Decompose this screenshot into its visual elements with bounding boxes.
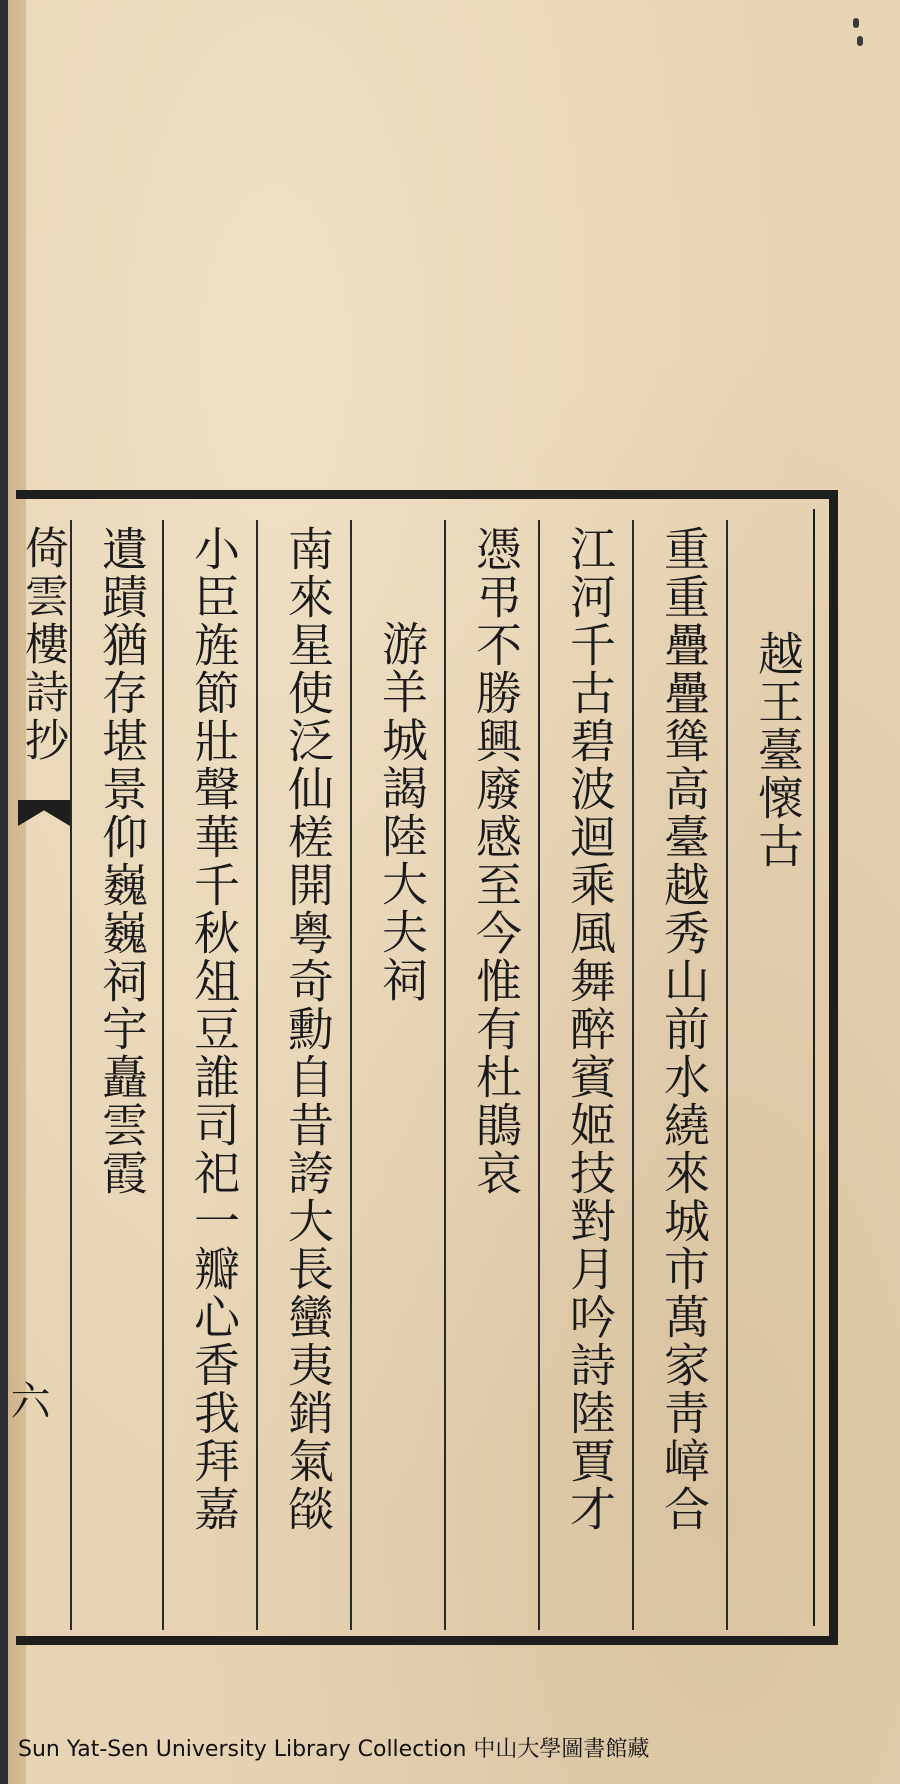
column-divider <box>162 520 164 1630</box>
column-divider <box>538 520 540 1630</box>
poem-title: 越王臺懷古 <box>751 630 805 870</box>
poem-line: 小臣旌節壯聲華千秋俎豆誰司祀一瓣心香我拜嘉 <box>187 525 241 1533</box>
poem-line: 南來星使泛仙槎開粤奇勳自昔誇大長蠻夷銷氣燄 <box>281 525 335 1533</box>
ink-spot <box>857 36 863 46</box>
banxin-book-title: 倚雲樓詩抄 <box>17 525 68 765</box>
poem-title: 游羊城謁陸大夫祠 <box>375 620 429 1004</box>
column-divider <box>726 520 728 1630</box>
folio-number: 六 <box>4 1380 50 1420</box>
library-watermark: Sun Yat-Sen University Library Collection 中山大學圖書館藏 <box>18 1737 650 1762</box>
ink-spot <box>853 18 859 28</box>
column-divider <box>444 520 446 1630</box>
poem-line: 憑弔不勝興廢感至今惟有杜鵑哀 <box>469 525 523 1197</box>
poem-line: 重重疊疊聳高臺越秀山前水繞來城市萬家靑嶂合 <box>657 525 711 1533</box>
column-divider <box>256 520 258 1630</box>
poem-line: 遺蹟猶存堪景仰巍巍祠宇矗雲霞 <box>95 525 149 1197</box>
column-divider <box>632 520 634 1630</box>
column-divider <box>70 520 72 1630</box>
column-divider <box>350 520 352 1630</box>
poem-line: 江河千古碧波迴乘風舞醉賓姬技對月吟詩陸賈才 <box>563 525 617 1533</box>
